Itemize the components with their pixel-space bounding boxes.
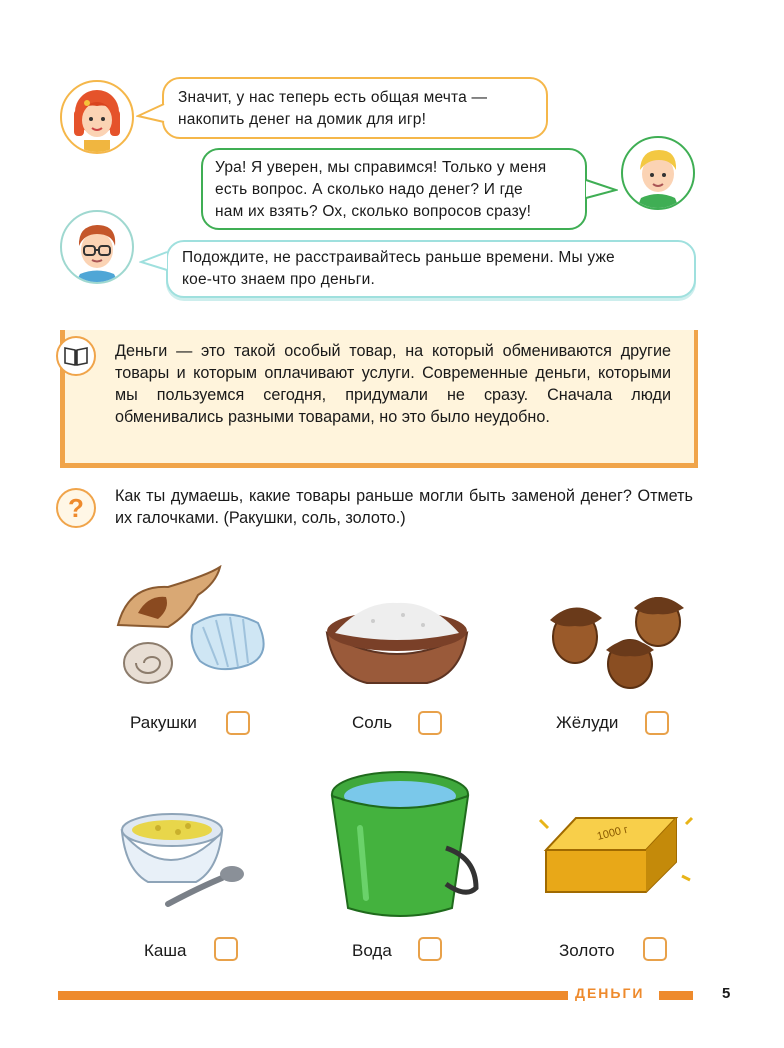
item-label-shells: Ракушки — [130, 713, 197, 732]
boy-speech-bubble — [201, 148, 587, 230]
item-label-water: Вода — [352, 941, 392, 960]
info-text: Деньги — это такой особый товар, на который обмениваются другие товары и которым оплачивают услуги. Современные деньги, которыми мы пользуемся сегодня, придумали не сразу. Сначала люди обменивались разными товарами, но это было неудобно. — [115, 342, 671, 426]
boy-bubble-tail — [584, 178, 618, 202]
girl-speech-bubble — [162, 77, 548, 139]
footer-bar-left — [58, 991, 568, 1000]
item-label-salt: Соль — [352, 713, 393, 732]
bubble-line: накопить денег на домик для игр! — [178, 111, 427, 128]
bubble-line: есть вопрос. А сколько надо денег? И где — [215, 181, 523, 198]
porridge-bowl-image — [118, 808, 250, 913]
item-label-gold: Золото — [559, 941, 615, 960]
question-icon: ? — [68, 492, 84, 523]
gold-bar-stamp: 1000 г — [595, 823, 630, 843]
glasses-boy-speech-bubble — [166, 240, 696, 298]
checkbox-gold[interactable] — [643, 937, 667, 961]
open-book-icon — [63, 345, 89, 367]
bubble-line: Значит, у нас теперь есть общая мечта — — [178, 89, 488, 106]
bubble-line: Подождите, не расстраивайтесь раньше времени. Мы уже — [182, 249, 615, 266]
glasses-boy-avatar — [60, 210, 134, 284]
item-label-acorns: Жёлуди — [556, 713, 619, 732]
girl-avatar — [60, 80, 134, 154]
bubble-line: нам их взять? Ох, сколько вопросов сразу! — [215, 203, 532, 220]
page-number: 5 — [722, 985, 731, 1002]
item-label-porridge: Каша — [144, 941, 187, 960]
boy-avatar — [621, 136, 695, 210]
glasses-boy-bubble-tail — [139, 250, 169, 274]
info-icon-badge — [56, 336, 96, 376]
salt-bowl-image — [323, 595, 471, 687]
checkbox-salt[interactable] — [418, 711, 442, 735]
gold-bar-image — [536, 800, 694, 900]
checkbox-shells[interactable] — [226, 711, 250, 735]
footer-bar-right — [659, 991, 693, 1000]
bubble-line: Ура! Я уверен, мы справимся! Только у меня — [215, 159, 547, 176]
bubble-line: кое-что знаем про деньги. — [182, 271, 376, 288]
checkbox-porridge[interactable] — [214, 937, 238, 961]
question-text: Как ты думаешь, какие товары раньше могли быть заменой денег? Отметь их галочками. (Ракушки, соль, золото.) — [115, 487, 693, 527]
shells-image — [108, 565, 278, 690]
checkbox-water[interactable] — [418, 937, 442, 961]
checkbox-acorns[interactable] — [645, 711, 669, 735]
question-icon-badge — [56, 488, 96, 528]
water-bucket-image — [326, 768, 482, 920]
footer-section-label: ДЕНЬГИ — [575, 985, 645, 1001]
girl-bubble-tail — [136, 102, 166, 126]
acorns-image — [540, 582, 692, 692]
